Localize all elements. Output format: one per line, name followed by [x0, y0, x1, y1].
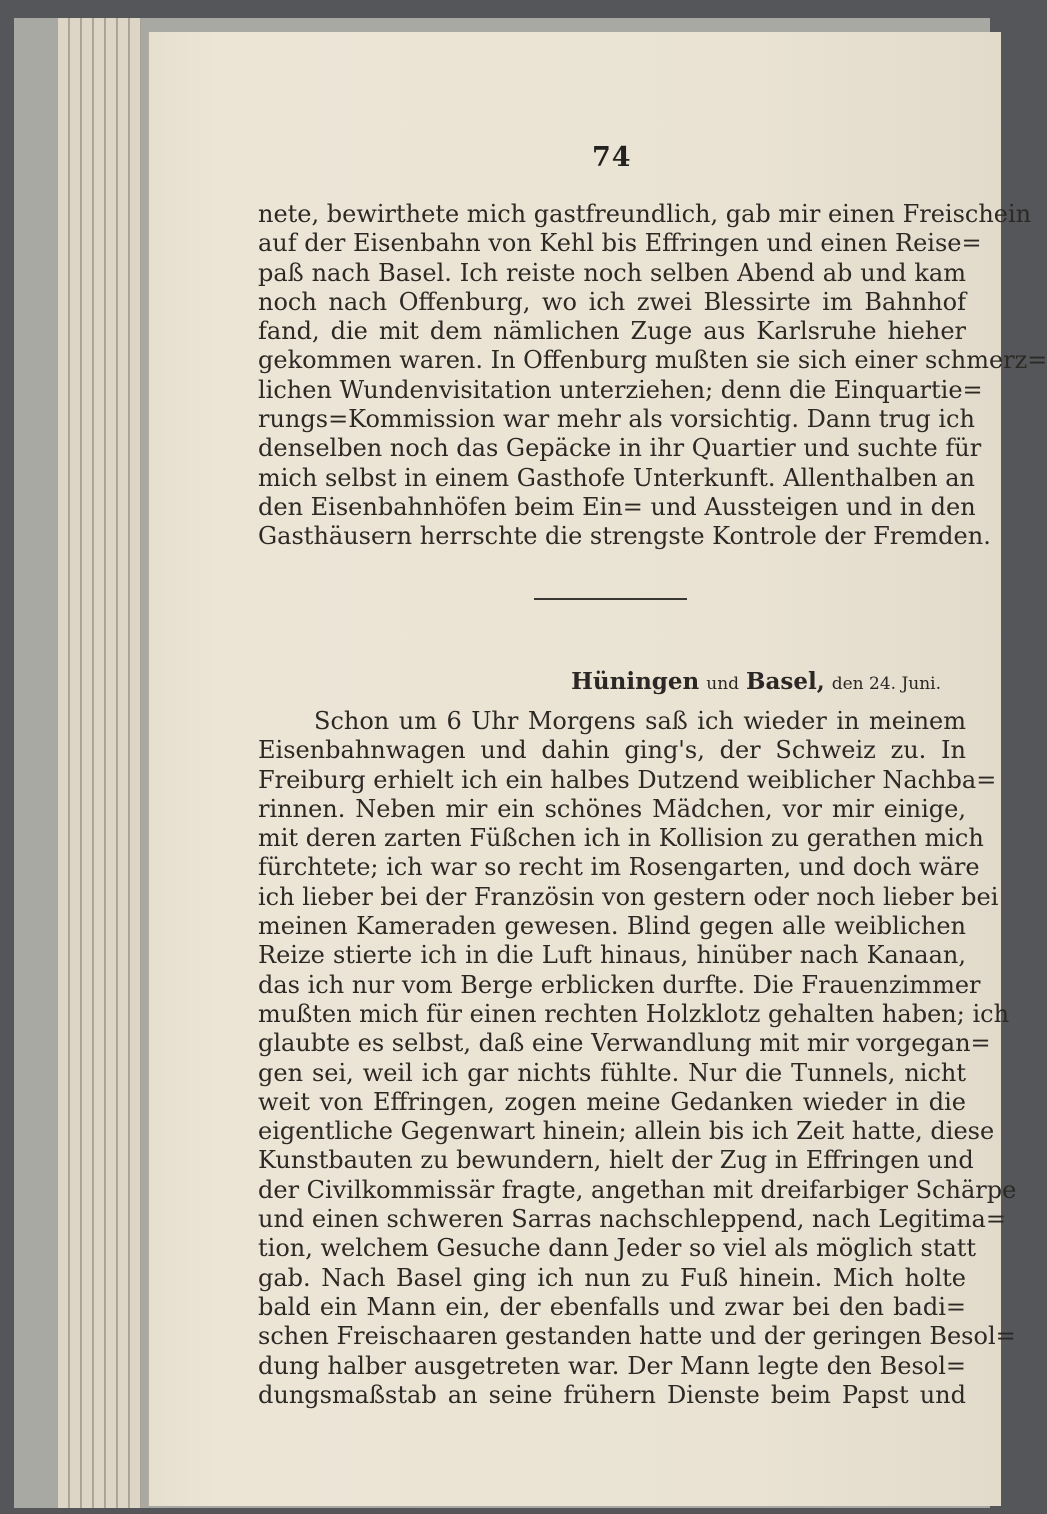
text-line: weit von Effringen, zogen meine Gedanken wieder in die	[258, 1087, 966, 1116]
text-line: nete, bewirthete mich gastfreundlich, gab mir einen Freischein	[258, 200, 1032, 228]
text-line: schen Freischaaren gestanden hatte und der geringen Besol=	[258, 1322, 1016, 1351]
text-line: denselben noch das Gepäcke in ihr Quartier und suchte für	[258, 434, 982, 463]
text-line: auf der Eisenbahn von Kehl bis Effringen und einen Reise=	[258, 229, 982, 258]
text-line: dungsmaßstab an seine frühern Dienste beim Papst und	[258, 1380, 966, 1409]
page-edge	[106, 18, 117, 1508]
text-line: eigentliche Gegenwart hinein; allein bis ich Zeit hatte, diese	[258, 1117, 995, 1146]
text-line: Eisenbahnwagen und dahin ging's, der Schweiz zu. In	[258, 736, 966, 765]
text-line: mit deren zarten Füßchen ich in Kollision zu gerathen mich	[258, 824, 984, 853]
text-line: Reize stierte ich in die Luft hinaus, hinüber nach Kanaan,	[258, 941, 966, 970]
text-line: paß nach Basel. Ich reiste noch selben Abend ab und kam	[258, 258, 966, 287]
heading-place: Hüningen	[571, 668, 700, 695]
text-line: fand, die mit dem nämlichen Zuge aus Karlsruhe hieher	[258, 317, 966, 346]
text-line: gekommen waren. In Offenburg mußten sie sich einer schmerz=	[258, 346, 1047, 375]
paragraph-2	[258, 707, 1017, 1410]
heading-conjunction: und	[706, 674, 740, 694]
text-line: das ich nur vom Berge erblicken durfte. Die Frauenzimmer	[258, 970, 981, 999]
text-line: rungs=Kommission war mehr als vorsichtig. Dann trug ich	[258, 405, 975, 434]
section-heading	[536, 668, 941, 698]
heading-date: den 24. Juni.	[831, 674, 941, 694]
text-line: der Civilkommissär fragte, angethan mit dreifarbiger Schärpe	[258, 1175, 1017, 1204]
section-divider	[534, 598, 687, 600]
text-line: Schon um 6 Uhr Morgens saß ich wieder in meinem	[314, 707, 966, 735]
text-line: glaubte es selbst, daß eine Verwandlung mit mir vorgegan=	[258, 1029, 991, 1058]
heading-place: Basel,	[746, 668, 825, 695]
text-line: mußten mich für einen rechten Holzklotz gehalten haben; ich	[258, 999, 1010, 1028]
page-edge	[118, 18, 129, 1508]
text-line: ich lieber bei der Französin von gestern oder noch lieber bei	[258, 882, 999, 911]
text-line: gab. Nach Basel ging ich nun zu Fuß hinein. Mich holte	[258, 1263, 966, 1292]
text-line: noch nach Offenburg, wo ich zwei Blessirte im Bahnhof	[258, 287, 966, 316]
page-edge	[82, 18, 93, 1508]
text-line: meinen Kameraden gewesen. Blind gegen alle weiblichen	[258, 912, 966, 941]
page-edge	[70, 18, 81, 1508]
text-line: den Eisenbahnhöfen beim Ein= und Aussteigen und in den	[258, 492, 976, 521]
page-edge	[58, 18, 69, 1508]
text-line: Freiburg erhielt ich ein halbes Dutzend weiblicher Nachba=	[258, 765, 997, 794]
text-line: gen sei, weil ich gar nichts fühlte. Nur die Tunnels, nicht	[258, 1058, 966, 1087]
text-line: dung halber ausgetreten war. Der Mann legte den Besol=	[258, 1351, 966, 1380]
text-line: bald ein Mann ein, der ebenfalls und zwar bei den badi=	[258, 1292, 966, 1321]
text-line: mich selbst in einem Gasthofe Unterkunft. Allenthalben an	[258, 463, 975, 492]
text-line: fürchtete; ich war so recht im Rosengarten, und doch wäre	[258, 853, 980, 882]
page-edge	[130, 18, 141, 1508]
text-line: und einen schweren Sarras nachschleppend, nach Legitima=	[258, 1205, 1006, 1234]
text-line: Gasthäusern herrschte die strengste Kontrole der Fremden.	[258, 522, 991, 551]
page-number: 74	[592, 142, 632, 173]
text-line: rinnen. Neben mir ein schönes Mädchen, vor mir einige,	[258, 794, 966, 823]
text-line: tion, welchem Gesuche dann Jeder so viel als möglich statt	[258, 1234, 977, 1263]
page-edge	[94, 18, 105, 1508]
text-line: Kunstbauten zu bewundern, hielt der Zug in Effringen und	[258, 1146, 974, 1175]
paragraph-1	[258, 200, 1047, 552]
text-line: lichen Wundenvisitation unterziehen; denn die Einquartie=	[258, 375, 983, 404]
